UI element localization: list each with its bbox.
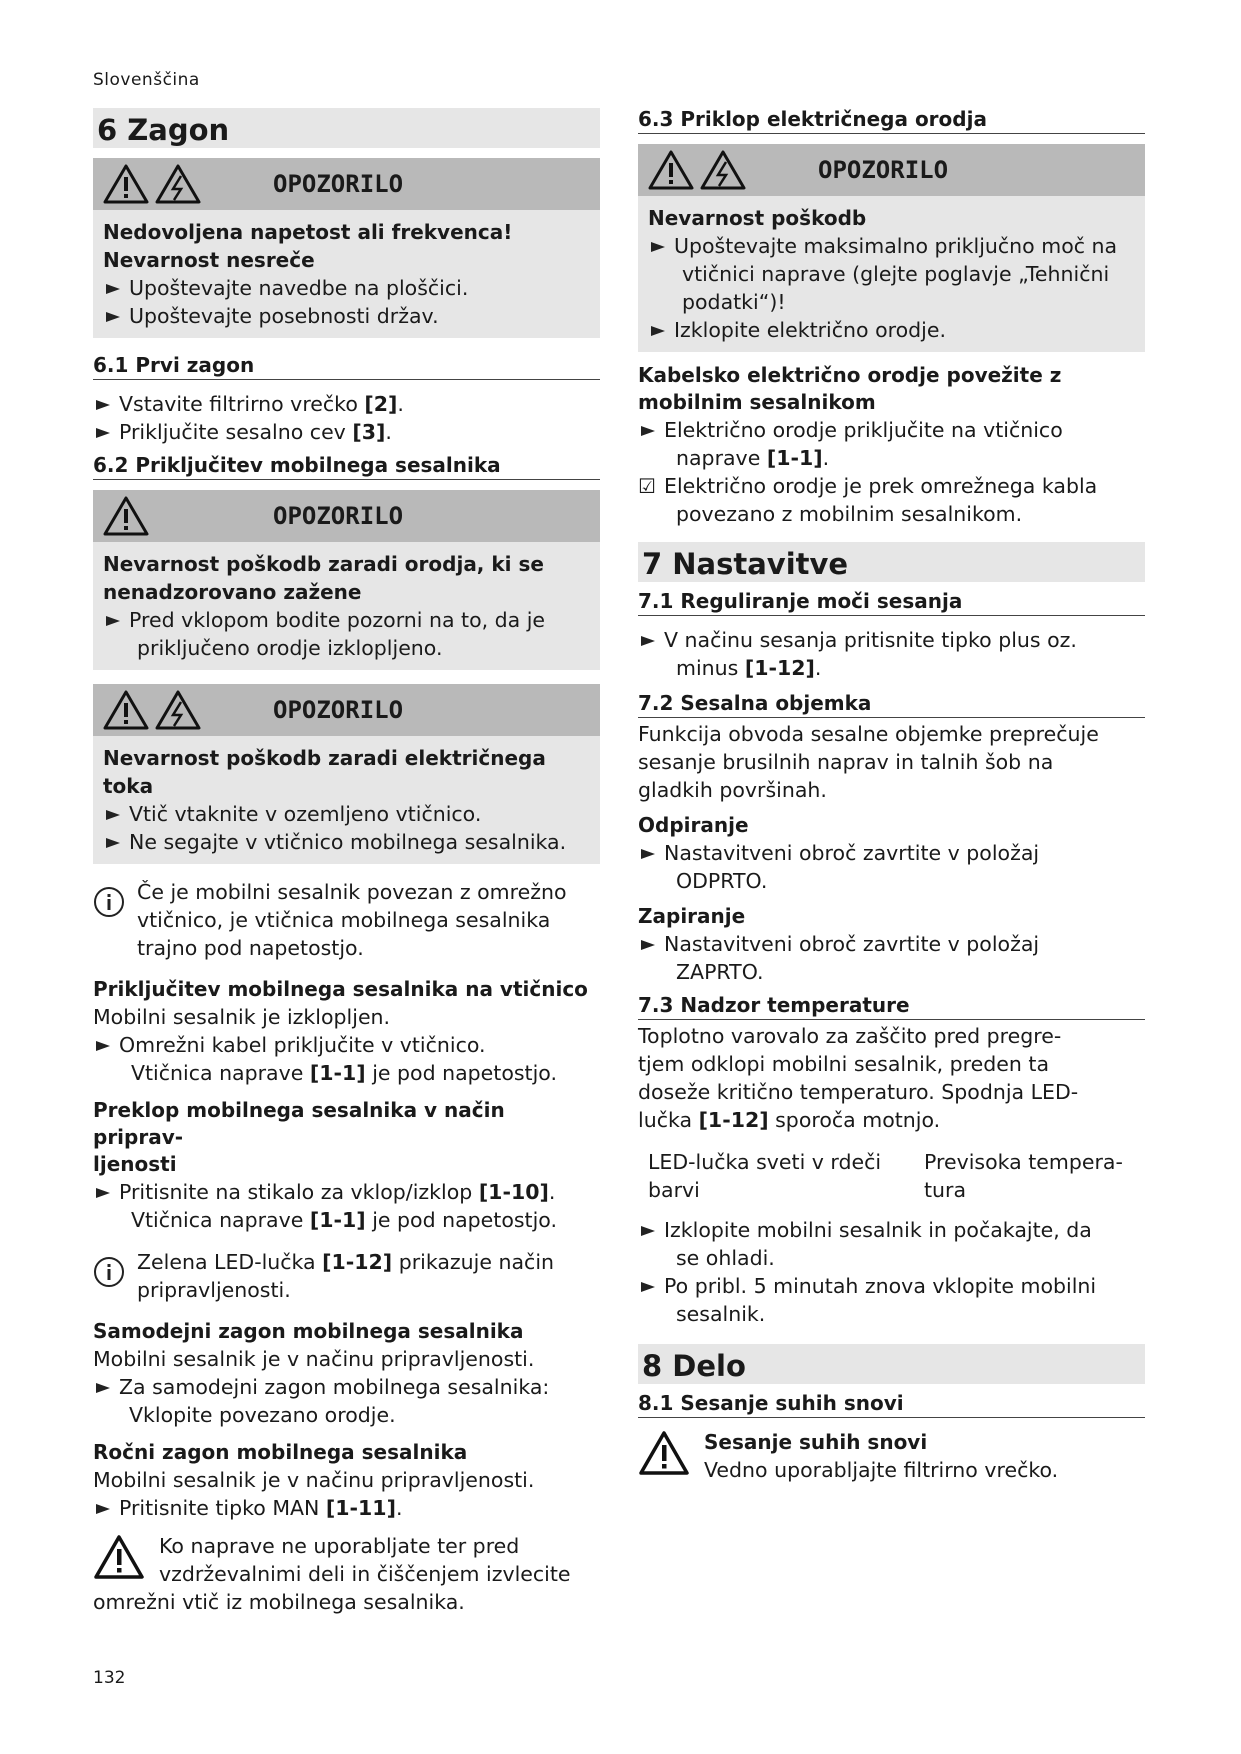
info-icon [93,1256,125,1288]
warning-dry-vacuum [638,1428,1145,1484]
warning-triangle-icon [102,495,150,537]
body-text: lučka [1-12] sporoča motnjo. [638,1108,941,1132]
heading-opening: Odpiranje [638,813,749,837]
warning-text: Ko naprave ne uporabljate ter pred [159,1534,520,1558]
heading-connect-socket: Priključitev mobilnega sesalnika na vtičnico [93,977,588,1001]
note-text: trajno pod napetostjo. [137,936,364,960]
led-status-cell: LED-lučka sveti v rdeči barvi [648,1150,882,1202]
body-text: doseže kritično temperaturo. Spodnja LED- [638,1080,1079,1104]
warning-title: OPOZORILO [273,170,404,198]
state-text: Mobilni sesalnik je v načinu pripravljenosti. [93,1468,535,1492]
left-column [93,108,600,1616]
note-text: Če je mobilni sesalnik povezan z omrežno [137,880,567,904]
chapter-8-heading: 8 Delo [638,1344,1145,1384]
section-7-1-title: 7.1 Reguliranje moči sesanja [638,588,1145,616]
page-language-label: Slovenščina [93,70,200,90]
step-adjust-suction: V načinu sesanja pritisnite tipko plus oz. minus [1-12]. [638,626,1145,682]
section-8-1-title: 8.1 Sesanje suhih snovi [638,1390,1145,1418]
heading-manual-start: Ročni zagon mobilnega sesalnika [93,1440,468,1464]
note-text: pripravljenosti. [137,1278,291,1302]
warning-triangle-icon [93,1534,145,1580]
info-note-socket-live [93,878,600,962]
body-text: Funkcija obvoda sesalne objemke preprečuje [638,722,1099,746]
warning-hazard-text: nenadzorovano zažene [103,580,362,604]
step-switch-on-again: Po pribl. 5 minutah znova vklopite mobilni sesalnik. [638,1272,1145,1328]
warning-title-text: Sesanje suhih snovi [704,1430,928,1454]
info-icon [93,886,125,918]
warning-hazard-text: Nevarnost poškodb zaradi električnega toka [103,746,546,798]
section-6-1-title: 6.1 Prvi zagon [93,352,600,380]
warning-consequence-text: Nevarnost nesreče [103,248,315,272]
warning-unplug-note [93,1532,600,1588]
body-text: sesanje brusilnih naprav in talnih šob na [638,750,1054,774]
warning-box-max-power [638,144,1145,352]
warning-step: Ne segajte v vtičnico mobilnega sesalnika. [103,828,590,856]
warning-text: omrežni vtič iz mobilnega sesalnika. [93,1590,465,1614]
warning-box-electric-shock [93,684,600,864]
step-press-power-switch: Pritisnite na stikalo za vklop/izklop [1-10]. [93,1178,600,1206]
warning-triangle-icon [102,689,150,731]
warning-triangle-icon [102,163,150,205]
section-7-2-title: 7.2 Sesalna objemka [638,690,1145,718]
note-text: Zelena LED-lučka [1-12] prikazuje način [137,1250,555,1274]
state-text: Mobilni sesalnik je izklopljen. [93,1005,391,1029]
warning-title: OPOZORILO [818,156,949,184]
warning-step: Izklopite električno orodje. [648,316,1135,344]
warning-header [93,158,600,210]
warning-text: Vedno uporabljajte filtrirno vrečko. [704,1458,1059,1482]
section-7-3-title: 7.3 Nadzor temperature [638,992,1145,1020]
warning-text: vzdrževalnimi deli in čiščenjem izvlecite [159,1562,571,1586]
warning-step: Pred vklopom bodite pozorni na to, da je priključeno orodje izklopljeno. [103,606,590,662]
chapter-6-heading: 6 Zagon [93,108,600,148]
warning-step: Upoštevajte posebnosti držav. [103,302,590,330]
led-meaning-cell: Previsoka tempera- tura [924,1150,1123,1202]
body-text: tjem odklopi mobilni sesalnik, preden ta [638,1052,1050,1076]
note-text: vtičnico, je vtičnica mobilnega sesalnika [137,908,551,932]
heading-closing: Zapiranje [638,904,746,928]
step-insert-filter-bag: Vstavite filtrirno vrečko [2]. [93,390,600,418]
state-text: Mobilni sesalnik je v načinu pripravljenosti. [93,1347,535,1371]
warning-triangle-icon [638,1430,690,1476]
section-6-2-title: 6.2 Priključitev mobilnega sesalnika [93,452,600,480]
result-checked: ☑ Električno orodje je prek omrežnega kabla povezano z mobilnim sesalnikom. [638,474,1098,526]
chapter-7-heading: 7 Nastavitve [638,542,1145,582]
section-6-3-title: 6.3 Priklop električnega orodja [638,106,1145,134]
warning-step: Upoštevajte navedbe na ploščici. [103,274,590,302]
step-open-ring: Nastavitveni obroč zavrtite v položaj ODPRTO. [638,839,1145,895]
checkbox-checked-icon: ☑ [638,474,656,498]
step-plug-power-tool: Električno orodje priključite na vtičnico naprave [1-1]. [638,416,1145,472]
step-close-ring: Nastavitveni obroč zavrtite v položaj ZAPRTO. [638,930,1145,986]
result-text: Vtičnica naprave [1-1] je pod napetostjo. [131,1208,557,1232]
step-switch-off-cool: Izklopite mobilni sesalnik in počakajte, da se ohladi. [638,1216,1145,1272]
electric-hazard-icon [699,149,747,191]
heading-standby-mode: Preklop mobilnega sesalnika v način priprav- ljenosti [93,1098,505,1176]
info-note-green-led [93,1248,600,1304]
warning-header [93,490,600,542]
warning-header [638,144,1145,196]
warning-step: Upoštevajte maksimalno priključno moč na vtičnici naprave (glejte poglavje „Tehnični podatki“)! [648,232,1135,316]
warning-title: OPOZORILO [273,696,404,724]
step-plug-in-cable: Omrežni kabel priključite v vtičnico. [93,1031,600,1059]
result-text: Vtičnica naprave [1-1] je pod napetostjo. [131,1061,557,1085]
warning-hazard-text: Nevarnost poškodb [648,206,867,230]
warning-title: OPOZORILO [273,502,404,530]
warning-step: Vtič vtaknite v ozemljeno vtičnico. [103,800,590,828]
warning-triangle-icon [647,149,695,191]
electric-hazard-icon [154,689,202,731]
right-column [638,100,1145,1484]
page-number: 132 [93,1668,126,1688]
warning-hazard-text: Nevarnost poškodb zaradi orodja, ki se [103,552,544,576]
warning-box-voltage [93,158,600,338]
heading-auto-start: Samodejni zagon mobilnega sesalnika [93,1319,524,1343]
step-connect-hose: Priključite sesalno cev [3]. [93,418,600,446]
warning-header [93,684,600,736]
warning-hazard-text: Nedovoljena napetost ali frekvenca! [103,220,513,244]
body-text: Toplotno varovalo za zaščito pred pregre- [638,1024,1062,1048]
step-press-man-button: Pritisnite tipko MAN [1-11]. [93,1494,600,1522]
warning-box-unintended-start [93,490,600,670]
led-status-table [638,1148,1145,1204]
body-text: gladkih površinah. [638,778,827,802]
step-auto-start: Za samodejni zagon mobilnega sesalnika: Vklopite povezano orodje. [93,1373,600,1429]
electric-hazard-icon [154,163,202,205]
heading-connect-power-tool: Kabelsko električno orodje povežite z mobilnim sesalnikom [638,363,1062,414]
